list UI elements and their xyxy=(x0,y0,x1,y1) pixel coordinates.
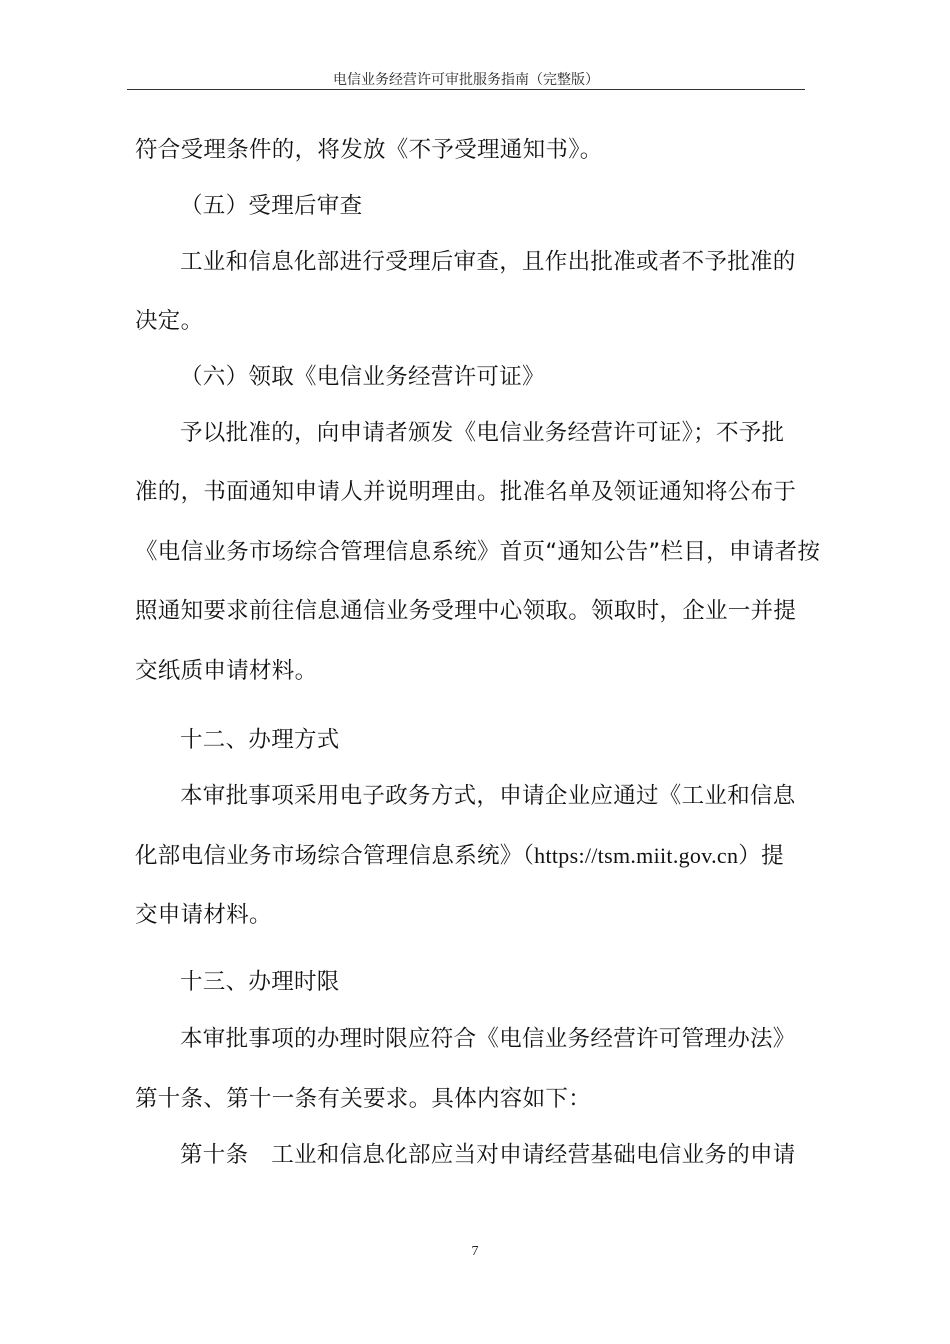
system-url-link[interactable]: https://tsm.miit.gov.cn xyxy=(534,843,739,868)
body-line: 予以批准的，向申请者颁发《电信业务经营许可证》；不予批 xyxy=(180,420,785,446)
body-line: 准的，书面通知申请人并说明理由。批准名单及领证通知将公布于 xyxy=(135,479,797,505)
body-line-with-url xyxy=(135,836,805,876)
body-line: 决定。 xyxy=(135,308,204,334)
body-line: 照通知要求前往信息通信业务受理中心领取。领取时，企业一并提 xyxy=(135,598,797,624)
body-line: 交纸质申请材料。 xyxy=(135,658,318,684)
body-line: 符合受理条件的，将发放《不予受理通知书》。 xyxy=(135,137,603,163)
header-divider xyxy=(127,89,805,90)
body-line: 本审批事项的办理时限应符合《电信业务经营许可管理办法》 xyxy=(180,1026,796,1052)
body-line: 工业和信息化部进行受理后审查，且作出批准或者不予批准的 xyxy=(180,249,796,275)
section-heading: 十三、办理时限 xyxy=(180,969,340,995)
body-line-part: 化部电信业务市场综合管理信息系统》（ xyxy=(135,843,535,869)
body-line: 本审批事项采用电子政务方式，申请企业应通过《工业和信息 xyxy=(180,783,796,809)
body-line-part: ）提 xyxy=(738,843,784,869)
section-heading: （五）受理后审查 xyxy=(180,193,363,219)
section-heading: （六）领取《电信业务经营许可证》 xyxy=(180,364,545,390)
page-number: 7 xyxy=(471,1244,479,1259)
page-header: 电信业务经营许可审批服务指南（完整版） xyxy=(333,72,599,88)
body-line: 交申请材料。 xyxy=(135,902,272,928)
body-line: 《电信业务市场综合管理信息系统》首页“通知公告”栏目，申请者按 xyxy=(135,539,821,565)
body-line: 第十条、第十一条有关要求。具体内容如下： xyxy=(135,1086,592,1112)
body-line: 第十条 工业和信息化部应当对申请经营基础电信业务的申请 xyxy=(180,1142,796,1168)
section-heading: 十二、办理方式 xyxy=(180,727,340,753)
